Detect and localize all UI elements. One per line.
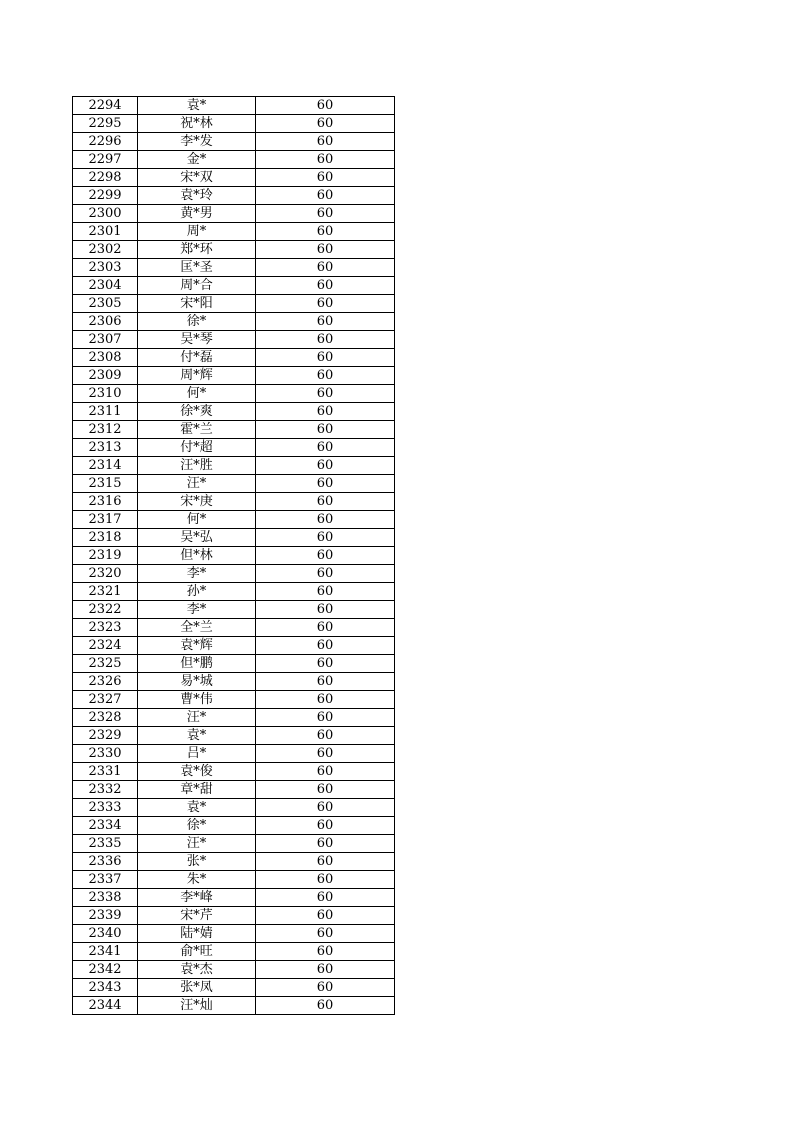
score-cell: 60 bbox=[256, 709, 395, 727]
id-cell: 2327 bbox=[73, 691, 138, 709]
id-cell: 2326 bbox=[73, 673, 138, 691]
score-cell: 60 bbox=[256, 187, 395, 205]
name-cell: 宋*庚 bbox=[138, 493, 256, 511]
name-cell: 吴*弘 bbox=[138, 529, 256, 547]
score-cell: 60 bbox=[256, 763, 395, 781]
name-cell: 付*磊 bbox=[138, 349, 256, 367]
id-cell: 2312 bbox=[73, 421, 138, 439]
score-cell: 60 bbox=[256, 421, 395, 439]
name-cell: 李* bbox=[138, 565, 256, 583]
score-cell: 60 bbox=[256, 619, 395, 637]
score-cell: 60 bbox=[256, 97, 395, 115]
table-row bbox=[73, 421, 395, 439]
score-cell: 60 bbox=[256, 799, 395, 817]
roster-sheet bbox=[72, 96, 395, 1015]
id-cell: 2316 bbox=[73, 493, 138, 511]
id-cell: 2317 bbox=[73, 511, 138, 529]
name-cell: 袁*俊 bbox=[138, 763, 256, 781]
id-cell: 2329 bbox=[73, 727, 138, 745]
name-cell: 袁*杰 bbox=[138, 961, 256, 979]
id-cell: 2304 bbox=[73, 277, 138, 295]
score-cell: 60 bbox=[256, 475, 395, 493]
id-cell: 2307 bbox=[73, 331, 138, 349]
table-row bbox=[73, 781, 395, 799]
id-cell: 2302 bbox=[73, 241, 138, 259]
table-row bbox=[73, 871, 395, 889]
score-cell: 60 bbox=[256, 727, 395, 745]
score-cell: 60 bbox=[256, 673, 395, 691]
table-row bbox=[73, 277, 395, 295]
score-cell: 60 bbox=[256, 871, 395, 889]
table-row bbox=[73, 673, 395, 691]
name-cell: 袁*辉 bbox=[138, 637, 256, 655]
score-cell: 60 bbox=[256, 655, 395, 673]
score-cell: 60 bbox=[256, 169, 395, 187]
table-row bbox=[73, 241, 395, 259]
name-cell: 全*兰 bbox=[138, 619, 256, 637]
score-cell: 60 bbox=[256, 349, 395, 367]
score-cell: 60 bbox=[256, 691, 395, 709]
score-cell: 60 bbox=[256, 637, 395, 655]
id-cell: 2295 bbox=[73, 115, 138, 133]
table-row bbox=[73, 961, 395, 979]
score-cell: 60 bbox=[256, 331, 395, 349]
id-cell: 2330 bbox=[73, 745, 138, 763]
score-cell: 60 bbox=[256, 889, 395, 907]
id-cell: 2318 bbox=[73, 529, 138, 547]
id-cell: 2300 bbox=[73, 205, 138, 223]
name-cell: 宋*阳 bbox=[138, 295, 256, 313]
table-row bbox=[73, 925, 395, 943]
table-row bbox=[73, 979, 395, 997]
name-cell: 陆*婧 bbox=[138, 925, 256, 943]
roster-table bbox=[72, 96, 395, 1015]
score-cell: 60 bbox=[256, 259, 395, 277]
table-row bbox=[73, 331, 395, 349]
score-cell: 60 bbox=[256, 565, 395, 583]
name-cell: 付*超 bbox=[138, 439, 256, 457]
table-row bbox=[73, 133, 395, 151]
score-cell: 60 bbox=[256, 997, 395, 1015]
score-cell: 60 bbox=[256, 277, 395, 295]
id-cell: 2322 bbox=[73, 601, 138, 619]
name-cell: 祝*林 bbox=[138, 115, 256, 133]
table-row bbox=[73, 169, 395, 187]
name-cell: 李*峰 bbox=[138, 889, 256, 907]
id-cell: 2299 bbox=[73, 187, 138, 205]
id-cell: 2343 bbox=[73, 979, 138, 997]
id-cell: 2321 bbox=[73, 583, 138, 601]
name-cell: 朱* bbox=[138, 871, 256, 889]
name-cell: 张*凤 bbox=[138, 979, 256, 997]
name-cell: 徐* bbox=[138, 817, 256, 835]
id-cell: 2338 bbox=[73, 889, 138, 907]
table-row bbox=[73, 295, 395, 313]
id-cell: 2314 bbox=[73, 457, 138, 475]
id-cell: 2323 bbox=[73, 619, 138, 637]
name-cell: 徐* bbox=[138, 313, 256, 331]
name-cell: 汪* bbox=[138, 709, 256, 727]
id-cell: 2308 bbox=[73, 349, 138, 367]
table-row bbox=[73, 835, 395, 853]
name-cell: 霍*兰 bbox=[138, 421, 256, 439]
table-row bbox=[73, 475, 395, 493]
name-cell: 袁* bbox=[138, 97, 256, 115]
id-cell: 2294 bbox=[73, 97, 138, 115]
table-row bbox=[73, 601, 395, 619]
name-cell: 宋*芹 bbox=[138, 907, 256, 925]
score-cell: 60 bbox=[256, 439, 395, 457]
id-cell: 2315 bbox=[73, 475, 138, 493]
id-cell: 2337 bbox=[73, 871, 138, 889]
score-cell: 60 bbox=[256, 817, 395, 835]
score-cell: 60 bbox=[256, 151, 395, 169]
name-cell: 吴*琴 bbox=[138, 331, 256, 349]
id-cell: 2305 bbox=[73, 295, 138, 313]
table-row bbox=[73, 583, 395, 601]
name-cell: 吕* bbox=[138, 745, 256, 763]
table-row bbox=[73, 511, 395, 529]
table-row bbox=[73, 385, 395, 403]
table-row bbox=[73, 439, 395, 457]
id-cell: 2309 bbox=[73, 367, 138, 385]
score-cell: 60 bbox=[256, 835, 395, 853]
name-cell: 袁*玲 bbox=[138, 187, 256, 205]
id-cell: 2298 bbox=[73, 169, 138, 187]
id-cell: 2306 bbox=[73, 313, 138, 331]
score-cell: 60 bbox=[256, 115, 395, 133]
name-cell: 何* bbox=[138, 511, 256, 529]
table-row bbox=[73, 619, 395, 637]
name-cell: 黄*男 bbox=[138, 205, 256, 223]
score-cell: 60 bbox=[256, 205, 395, 223]
table-row bbox=[73, 997, 395, 1015]
name-cell: 但*鹏 bbox=[138, 655, 256, 673]
id-cell: 2333 bbox=[73, 799, 138, 817]
table-row bbox=[73, 907, 395, 925]
table-row bbox=[73, 637, 395, 655]
id-cell: 2342 bbox=[73, 961, 138, 979]
score-cell: 60 bbox=[256, 457, 395, 475]
score-cell: 60 bbox=[256, 223, 395, 241]
name-cell: 张* bbox=[138, 853, 256, 871]
score-cell: 60 bbox=[256, 385, 395, 403]
score-cell: 60 bbox=[256, 853, 395, 871]
table-row bbox=[73, 349, 395, 367]
name-cell: 周* bbox=[138, 223, 256, 241]
score-cell: 60 bbox=[256, 295, 395, 313]
table-row bbox=[73, 853, 395, 871]
table-row bbox=[73, 457, 395, 475]
score-cell: 60 bbox=[256, 367, 395, 385]
name-cell: 汪* bbox=[138, 475, 256, 493]
id-cell: 2339 bbox=[73, 907, 138, 925]
name-cell: 徐*爽 bbox=[138, 403, 256, 421]
score-cell: 60 bbox=[256, 979, 395, 997]
roster-table-body bbox=[73, 97, 395, 1015]
name-cell: 金* bbox=[138, 151, 256, 169]
id-cell: 2332 bbox=[73, 781, 138, 799]
name-cell: 袁* bbox=[138, 799, 256, 817]
name-cell: 章*甜 bbox=[138, 781, 256, 799]
name-cell: 袁* bbox=[138, 727, 256, 745]
table-row bbox=[73, 367, 395, 385]
table-row bbox=[73, 745, 395, 763]
score-cell: 60 bbox=[256, 907, 395, 925]
score-cell: 60 bbox=[256, 583, 395, 601]
id-cell: 2310 bbox=[73, 385, 138, 403]
score-cell: 60 bbox=[256, 511, 395, 529]
score-cell: 60 bbox=[256, 493, 395, 511]
score-cell: 60 bbox=[256, 781, 395, 799]
id-cell: 2311 bbox=[73, 403, 138, 421]
table-row bbox=[73, 493, 395, 511]
name-cell: 周*辉 bbox=[138, 367, 256, 385]
name-cell: 李*发 bbox=[138, 133, 256, 151]
id-cell: 2344 bbox=[73, 997, 138, 1015]
name-cell: 汪* bbox=[138, 835, 256, 853]
table-row bbox=[73, 727, 395, 745]
name-cell: 曹*伟 bbox=[138, 691, 256, 709]
id-cell: 2341 bbox=[73, 943, 138, 961]
table-row bbox=[73, 223, 395, 241]
table-row bbox=[73, 313, 395, 331]
table-row bbox=[73, 115, 395, 133]
id-cell: 2340 bbox=[73, 925, 138, 943]
id-cell: 2297 bbox=[73, 151, 138, 169]
id-cell: 2335 bbox=[73, 835, 138, 853]
id-cell: 2313 bbox=[73, 439, 138, 457]
id-cell: 2324 bbox=[73, 637, 138, 655]
table-row bbox=[73, 799, 395, 817]
name-cell: 孙* bbox=[138, 583, 256, 601]
table-row bbox=[73, 817, 395, 835]
score-cell: 60 bbox=[256, 745, 395, 763]
table-row bbox=[73, 529, 395, 547]
name-cell: 李* bbox=[138, 601, 256, 619]
score-cell: 60 bbox=[256, 529, 395, 547]
score-cell: 60 bbox=[256, 241, 395, 259]
table-row bbox=[73, 151, 395, 169]
table-row bbox=[73, 187, 395, 205]
score-cell: 60 bbox=[256, 601, 395, 619]
name-cell: 何* bbox=[138, 385, 256, 403]
score-cell: 60 bbox=[256, 961, 395, 979]
name-cell: 汪*灿 bbox=[138, 997, 256, 1015]
table-row bbox=[73, 403, 395, 421]
id-cell: 2296 bbox=[73, 133, 138, 151]
table-row bbox=[73, 709, 395, 727]
table-row bbox=[73, 943, 395, 961]
score-cell: 60 bbox=[256, 403, 395, 421]
table-row bbox=[73, 97, 395, 115]
table-row bbox=[73, 259, 395, 277]
score-cell: 60 bbox=[256, 925, 395, 943]
name-cell: 汪*胜 bbox=[138, 457, 256, 475]
id-cell: 2331 bbox=[73, 763, 138, 781]
name-cell: 但*林 bbox=[138, 547, 256, 565]
table-row bbox=[73, 205, 395, 223]
name-cell: 易*城 bbox=[138, 673, 256, 691]
id-cell: 2303 bbox=[73, 259, 138, 277]
table-row bbox=[73, 655, 395, 673]
id-cell: 2325 bbox=[73, 655, 138, 673]
table-row bbox=[73, 763, 395, 781]
id-cell: 2334 bbox=[73, 817, 138, 835]
name-cell: 周*合 bbox=[138, 277, 256, 295]
table-row bbox=[73, 889, 395, 907]
name-cell: 宋*双 bbox=[138, 169, 256, 187]
table-row bbox=[73, 565, 395, 583]
score-cell: 60 bbox=[256, 313, 395, 331]
name-cell: 俞*旺 bbox=[138, 943, 256, 961]
score-cell: 60 bbox=[256, 133, 395, 151]
id-cell: 2320 bbox=[73, 565, 138, 583]
id-cell: 2328 bbox=[73, 709, 138, 727]
table-row bbox=[73, 691, 395, 709]
name-cell: 匡*圣 bbox=[138, 259, 256, 277]
score-cell: 60 bbox=[256, 547, 395, 565]
name-cell: 郑*环 bbox=[138, 241, 256, 259]
id-cell: 2319 bbox=[73, 547, 138, 565]
score-cell: 60 bbox=[256, 943, 395, 961]
table-row bbox=[73, 547, 395, 565]
id-cell: 2301 bbox=[73, 223, 138, 241]
id-cell: 2336 bbox=[73, 853, 138, 871]
